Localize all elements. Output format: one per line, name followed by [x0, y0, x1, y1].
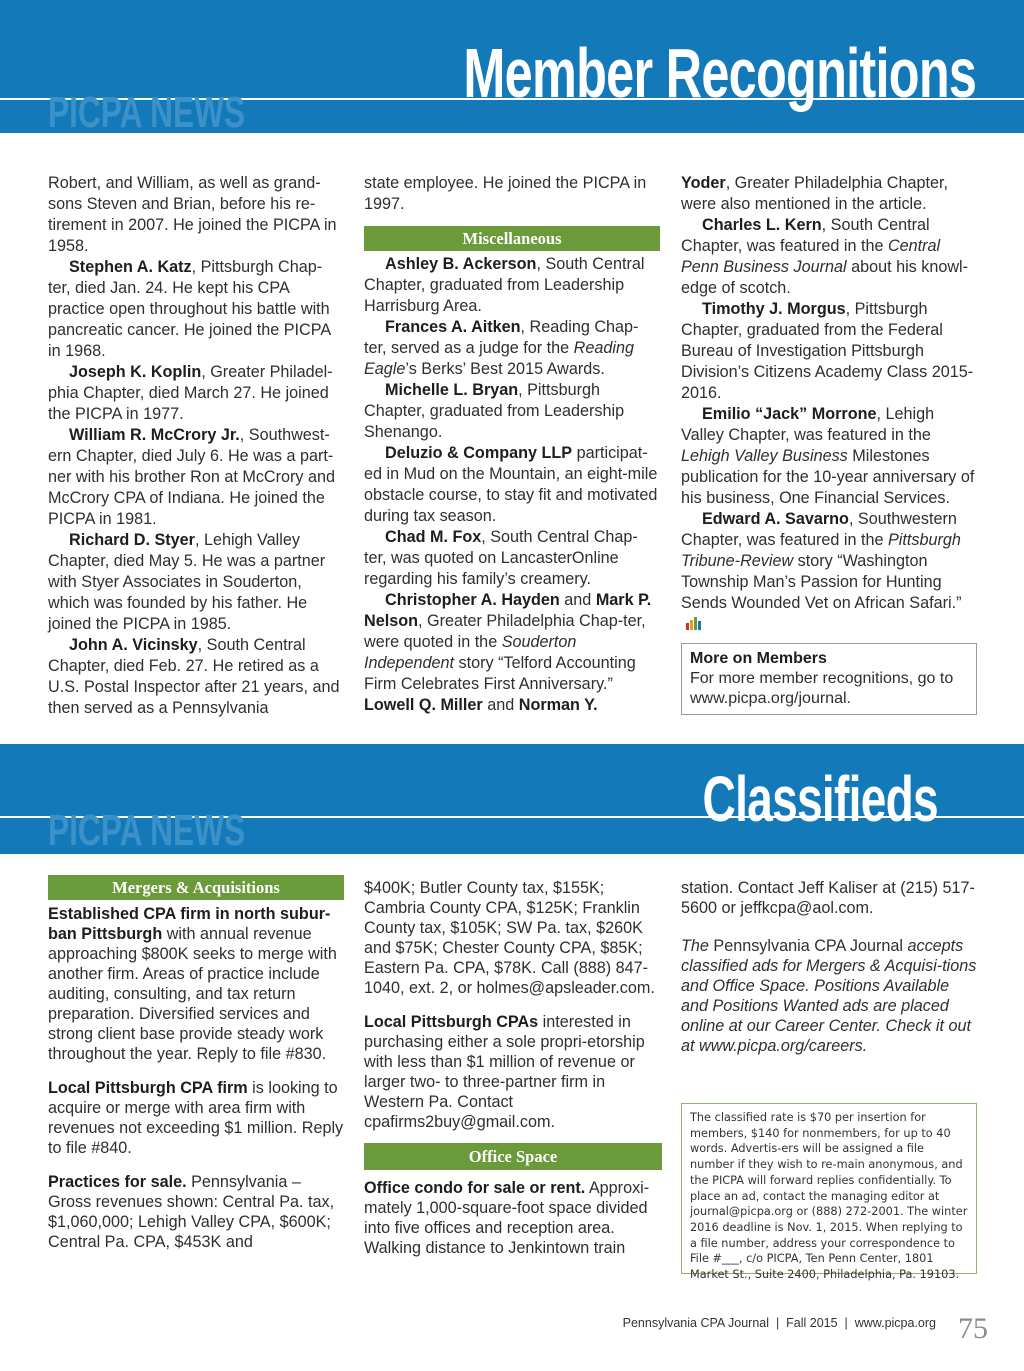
classifieds-column-3: [681, 878, 979, 1056]
publication-title: Reading Eagle: [364, 339, 634, 378]
classifieds-note: [681, 936, 979, 1056]
member-name: Richard D. Styer: [69, 531, 195, 549]
paragraph: [364, 380, 660, 443]
member-name: Deluzio & Company LLP: [385, 444, 573, 462]
note-text: Pennsylvania CPA Journal: [708, 937, 908, 955]
member-text: about his knowl-edge of scotch.: [681, 258, 969, 297]
ad-text: with annual revenue approaching $800K seeks to merge with another firm. Areas of practice include auditing, consulting, and tax return preparation. Diversified services and strong client base provide steady work throughout the year. Reply to file #830.: [48, 925, 337, 1063]
paragraph: [48, 362, 344, 425]
member-name: William R. McCrory Jr.: [69, 426, 240, 444]
member-name: Joseph K. Koplin: [69, 363, 202, 381]
paragraph: [681, 173, 979, 215]
note-text: accepts classified ads for Mergers & Acquisi-tions and Office Space. Positions Available and Positions Wanted ads are placed online at our Career Center. Check it out at www.picpa.org/careers.: [681, 937, 977, 1055]
member-text: story “Telford Accounting Firm Celebrates First Anniversary.”: [364, 654, 636, 693]
member-text: Milestones publication for the 10-year anniversary of his business, One Financial Services.: [681, 447, 975, 507]
member-text: , Greater Philadel-phia Chapter, died March 27. He joined the PICPA in 1977.: [48, 363, 333, 423]
more-on-members-title: More on Members: [690, 650, 827, 667]
member-name: Ashley B. Ackerson: [385, 255, 537, 273]
member-text: , South Central Chapter, graduated from Leadership Harrisburg Area.: [364, 255, 645, 315]
paragraph: [48, 635, 344, 719]
member-text: , South Central Chapter, died Feb. 27. He retired as a U.S. Postal Inspector after 21 years, and then served as a Pennsylvania: [48, 636, 340, 717]
more-on-members-content: [682, 644, 976, 709]
member-text: , Pittsburgh Chap-ter, died Jan. 24. He kept his CPA practice open throughout his battle with pancreatic cancer. He joined the PICPA in 1968.: [48, 258, 331, 360]
member-name: Edward A. Savarno: [702, 510, 849, 528]
member-text: , South Central Chapter, was featured in the: [681, 216, 930, 255]
member-name: Michelle L. Bryan: [385, 381, 519, 399]
ad-lead: Office condo for sale or rent.: [364, 1179, 586, 1197]
paragraph: [364, 254, 660, 317]
publication-title: Souderton Independent: [364, 633, 577, 672]
more-on-members-box: [681, 643, 977, 715]
paragraph: [364, 527, 660, 590]
classified-rate-box: [681, 1103, 977, 1282]
page-footer: Pennsylvania CPA Journal | Fall 2015 | www.picpa.org: [622, 1316, 936, 1330]
recognitions-column-2: [364, 173, 660, 716]
classified-ad: [364, 1012, 662, 1132]
paragraph: [364, 590, 660, 695]
member-text: , Southwestern Chapter, was featured in the: [681, 510, 957, 549]
member-name: Stephen A. Katz: [69, 258, 192, 276]
member-name: Charles L. Kern: [702, 216, 822, 234]
member-text: , Pittsburgh Chapter, graduated from the Federal Bureau of Investigation Pittsburgh Division’s Citizens Academy Class 2015-2016.: [681, 300, 974, 402]
paragraph: [48, 530, 344, 635]
paragraph: [681, 215, 979, 299]
member-text: story “Washington Township Man’s Passion for Hunting Sends Wounded Vet on African Safari.”: [681, 552, 962, 612]
classifieds-banner: [0, 744, 1024, 854]
ad-lead: Established CPA firm in north subur-ban Pittsburgh: [48, 905, 331, 943]
ad-text: Pennsylvania – Gross revenues shown: Central Pa. tax, $1,060,000; Lehigh Valley CPA, $600K; Central Pa. CPA, $453K and: [48, 1173, 335, 1251]
end-mark-icon: [685, 615, 703, 631]
ad-text: interested in purchasing either a sole propri-etorship with less than $1 million of revenue or larger two- to three-partner firm in Western Pa. Contact cpafirms2buy@gmail.com.: [364, 1013, 645, 1131]
ad-lead: Local Pittsburgh CPAs: [364, 1013, 539, 1031]
banner-ghost-text: PICPA NEWS: [48, 806, 246, 855]
paragraph: [48, 425, 344, 530]
classifieds-column-2: [364, 878, 662, 1258]
recognitions-column-1: [48, 173, 344, 719]
member-name: John A. Vicinsky: [69, 636, 198, 654]
member-text: and: [482, 696, 519, 714]
ad-lead: Practices for sale.: [48, 1173, 187, 1191]
classified-ad: [48, 1172, 344, 1252]
ad-text: is looking to acquire or merge with area firm with revenues not exceeding $1 million. Reply to file #840.: [48, 1079, 344, 1157]
paragraph: [364, 695, 660, 716]
member-text: , Greater Philadelphia Chapter, were also mentioned in the article.: [681, 174, 948, 213]
member-name: Christopher A. Hayden: [385, 591, 560, 609]
classifieds-column-1: [48, 875, 344, 1252]
section-title: Classifieds: [702, 763, 938, 835]
member-name: Norman Y.: [518, 696, 598, 714]
member-name: Chad M. Fox: [385, 528, 482, 546]
more-on-members-text: For more member recognitions, go to www.picpa.org/journal.: [690, 670, 954, 707]
member-name: Frances A. Aitken: [385, 318, 521, 336]
office-space-heading: Office Space: [364, 1143, 662, 1170]
ad-lead: Local Pittsburgh CPA firm: [48, 1079, 248, 1097]
classified-ad: [48, 1078, 344, 1158]
publication-title: Central Penn Business Journal: [681, 237, 941, 276]
paragraph: [364, 317, 660, 380]
member-text: , Southwest-ern Chapter, died July 6. He was a part-ner with his brother Ron at McCrory and McCrory CPA of Indiana. He joined the PICPA in 1981.: [48, 426, 335, 528]
classified-ad: [48, 904, 344, 1064]
paragraph: Robert, and William, as well as grand-sons Steven and Brian, before his re-tirement in 2007. He joined the PICPA in 1958.: [48, 174, 337, 255]
section-title: Member Recognitions: [463, 34, 976, 112]
paragraph: [681, 404, 979, 509]
member-text: , Greater Philadelphia Chap-ter, were quoted in the: [364, 612, 646, 651]
member-name: Mark P. Nelson: [364, 591, 652, 630]
publication-title: Pittsburgh Tribune-Review: [681, 531, 961, 570]
classified-ad: [364, 1178, 662, 1258]
member-text: , Reading Chap-ter, served as a judge for the: [364, 318, 639, 357]
member-text: participat-ed in Mud on the Mountain, an eight-mile obstacle course, to stay fit and motivated during tax season.: [364, 444, 658, 525]
paragraph: [364, 443, 660, 527]
member-recognitions-banner: [0, 0, 1024, 137]
member-name: Timothy J. Morgus: [702, 300, 846, 318]
paragraph: [681, 509, 979, 635]
classified-ad: $400K; Butler County tax, $155K; Cambria County CPA, $125K; Franklin County tax, $105K; SW Pa. tax, $260K and $75K; Chester County CPA, $85K; Eastern Pa. CPA, $78K. Call (888) 847-1040, ext. 2, or holmes@apsleader.com.: [364, 879, 655, 997]
paragraph: [681, 299, 979, 404]
member-text: , Pittsburgh Chapter, graduated from Leadership Shenango.: [364, 381, 625, 441]
paragraph: state employee. He joined the PICPA in 1997.: [364, 174, 647, 213]
member-text: , South Central Chap-ter, was quoted on LancasterOnline regarding his family’s creamery.: [364, 528, 638, 588]
member-name: Lowell Q. Miller: [364, 696, 483, 714]
member-text: and: [559, 591, 596, 609]
member-name: Yoder: [681, 174, 726, 192]
paragraph: [48, 257, 344, 362]
recognitions-column-3: [681, 173, 979, 635]
ad-text: Approxi-mately 1,000-square-foot space divided into five offices and reception area. Walking distance to Jenkintown train: [364, 1179, 650, 1257]
mergers-acquisitions-heading: Mergers & Acquisitions: [48, 875, 344, 900]
member-text: , Lehigh Valley Chapter, was featured in the: [681, 405, 935, 444]
note-text: The: [681, 937, 709, 955]
miscellaneous-heading: Miscellaneous: [364, 226, 660, 251]
paragraph: station. Contact Jeff Kaliser at (215) 517-5600 or jeffkcpa@aol.com.: [681, 879, 975, 917]
member-text: , Lehigh Valley Chapter, died May 5. He was a partner with Styer Associates in Souderton, which was founded by his father. He joined the PICPA in 1985.: [48, 531, 326, 633]
banner-ghost-text: PICPA NEWS: [48, 88, 246, 137]
member-name: Emilio “Jack” Morrone: [702, 405, 877, 423]
page-number: 75: [958, 1312, 988, 1345]
classified-rate-text: The classified rate is $70 per insertion for members, $140 for nonmembers, for up to 40 words. Advertis-ers will be assigned a file number if they wish to re-main anonymous, and the PICPA will forward replies confidentially. To place an ad, contact the managing editor at journal@picpa.org or (888) 272-2001. The winter 2016 deadline is Nov. 1, 2015. When replying to a file number, address your correspondence to File #___, c/o PICPA, Ten Penn Center, 1801 Market St., Suite 2400, Philadelphia, Pa. 19103.: [690, 1111, 968, 1282]
member-text: ’s Berks’ Best 2015 Awards.: [405, 360, 605, 378]
publication-title: Lehigh Valley Business: [681, 447, 848, 465]
